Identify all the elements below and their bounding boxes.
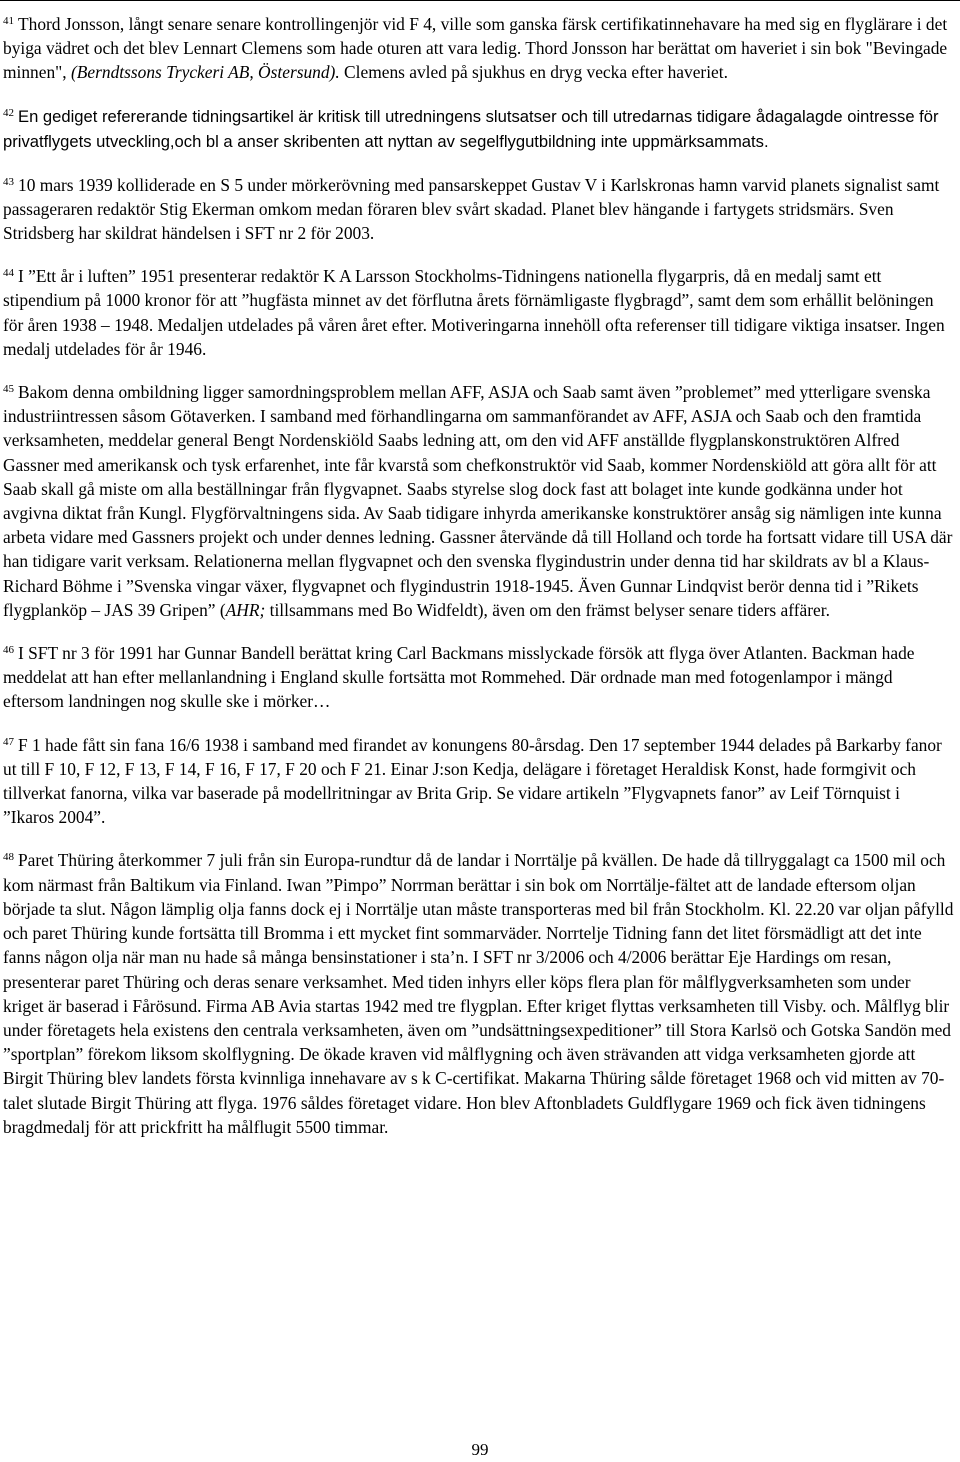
footnote-text: 10 mars 1939 kolliderade en S 5 under mörkerövning med pansarskeppet Gustav V i Karlskronas hamn varvid planets signalist samt passageraren redaktör Stig Ekerman omkom medan föraren blev svårt skadad. Planet blev hängande i fartygets stridsmärs. Sven Stridsberg har skildrat händelsen i SFT nr 2 för 2003. (3, 174, 940, 244)
footnote-text-end: Clemens avled på sjukhus en dryg vecka efter haveriet. (339, 62, 728, 83)
footnote-text: Thord Jonsson, långt senare senare kontrollingenjör vid F 4, ville som ganska färsk certifikatinnehavare ha med sig en flyglärare i det byiga vädret och det blev Lennart Clemens som hade oturen att vara ledig. Thord Jonsson har berättat om haveriet i sin bok "Bevingade minnen", (3, 14, 948, 83)
footnote-number: 44 (3, 267, 14, 280)
footnote-number: 47 (3, 735, 14, 748)
page-number: 99 (471, 1440, 489, 1459)
footnote-text: Bakom denna ombildning ligger samordningsproblem mellan AFF, ASJA och Saab samt även ”problemet” med ytterligare svenska industriintressen såsom Götaverken. I samband med förhandlingarna om sammanförandet av AFF, ASJA och Saab och den framtida verksamheten, meddelar general Bengt Nordenskiöld Saabs ledning att, om den vid AFF anställde flygplanskonstruktören Alfred Gassner med amerikansk och tysk erfarenhet, inte får kvarstå som chefkonstruktör vid Saab, kommer Nordenskiöld att göra allt för att Saab skall gå miste om alla beställningar från flygvapnet. Saabs styrelse slog dock fast att bolaget inte kunde godkänna under hot avgivna diktat från Kungl. Flygförvaltningens sida. Av Saab tidigare inhyrda amerikanske konstruktörer ansåg sig nämligen inte kunna arbeta vidare med Gassners projekt och under dennes ledning. Gassner återvände då till Holland och torde ha fortsatt vidare till USA där han tidigare varit verksam. Relationerna mellan flygvapnet och den svenska flygindustrin under denna tid har skildrats av bl a Klaus-Richard Böhme i ”Svenska vingar växer, flygvapnet och flygindustrin 1918-1945. Även Gunnar Lindqvist berör denna tid i ”Rikets flygplanköp – JAS 39 Gripen” ( (3, 382, 953, 620)
footnote-abbrev: AHR; (225, 599, 266, 620)
footnote-number: 45 (3, 383, 14, 396)
footnote-text: I SFT nr 3 för 1991 har Gunnar Bandell berättat kring Carl Backmans misslyckade försök att flyga över Atlanten. Backman hade meddelat att han efter mellanlandning i England skulle fortsätta mot Rommehed. Där ordnade man med fotogenlampor i mängd eftersom landningen nog skulle ske i mörker… (3, 643, 915, 712)
footnote-number: 46 (3, 644, 14, 657)
footnote-number: 42 (3, 106, 14, 119)
footnote-text: F 1 hade fått sin fana 16/6 1938 i samband med firandet av konungens 80-årsdag. Den 17 september 1944 delades på Barkarby fanor ut till F 10, F 12, F 13, F 14, F 16, F 17, F 20 och F 21. Einar J:son Kedja, delägare i företaget Heraldisk Konst, hade formgivit och tillverkat fanorna, vilka var baserade på modellritningar av Brita Grip. Se vidare artikeln ”Flygvapnets fanor” av Leif Törnquist i ”Ikaros 2004”. (3, 734, 942, 828)
footnote-44 (3, 264, 955, 361)
footnote-46 (3, 641, 955, 714)
footnotes (3, 12, 955, 1158)
footnote-number: 48 (3, 851, 14, 864)
footnote-48 (3, 848, 955, 1138)
footnote-number: 41 (3, 15, 14, 27)
footnote-47 (3, 733, 955, 830)
footnote-45 (3, 380, 955, 622)
footnote-text-end: tillsammans med Bo Widfeldt), även om den främst belyser senare tiders affärer. (265, 599, 830, 620)
footnote-publisher: (Berndtssons Tryckeri AB, Östersund). (70, 62, 340, 83)
footnote-42 (3, 104, 955, 154)
top-rule (0, 0, 960, 1)
footnote-text: I ”Ett år i luften” 1951 presenterar redaktör K A Larsson Stockholms-Tidningens nationella flygarpris, då en medalj samt ett stipendium på 1000 kronor för att ”hugfästa minnet av det förflutna årets förnämligaste flygbragd”, samt dem som erhållit belöningen för åren 1938 – 1948. Medaljen utdelades på våren året efter. Motiveringarna innehöll ofta referenser till tidigare viktiga insatser. Ingen medalj utdelades för år 1946. (3, 266, 945, 359)
footnote-text: Paret Thüring återkommer 7 juli från sin Europa-rundtur då de landar i Norrtälje på kvällen. De hade då tillryggalagt ca 1500 mil och kom närmast från Baltikum via Finland. Iwan ”Pimpo” Norrman berättar i sin bok om Norrtälje-fältet att de landade eftersom oljan började ta slut. Någon lämplig olja fanns dock ej i Norrtälje utan måste transporteras med bil från Stockholm. Kl. 22.20 var oljan påfylld och paret Thüring kunde fortsätta till Bromma i ett mycket fint sommarväder. Norrtelje Tidning fann det litet försmädligt att det inte fanns någon olja när man nu hade så många bensinstationer i sta’n. I SFT nr 3/2006 och 4/2006 berättar Eje Hardings om resan, presenterar paret Thüring och deras senare verksamhet. Med tiden inhyrs eller köps flera plan för målflygverksamheten som under kriget är baserad i Fårösund. Firma AB Avia startas 1942 med tre flygplan. Efter kriget flyttas verksamheten till Visby. och. Målflyg blir under företagets hela existens den centrala verksamheten, även om ”undsättningsexpeditioner” till Stora Karlsö och Gotska Sandön med ”sportplan” förekom liksom skolflygning. De ökade kraven vid målflygning och även strävanden att vidga verksamheten gjorde att Birgit Thüring blev landets första kvinnliga innehavare av s k C-certifikat. Makarna Thüring sålde företaget 1968 och vid mitten av 70-talet slutade Birgit Thüring att flyga. 1976 såldes företaget vidare. Hon blev Aftonbladets Guldflygare 1969 och fick även tidningens bragdmedalj för att prickfritt ha målflugit 5500 timmar. (3, 850, 954, 1137)
footnote-text: En gediget refererande tidningsartikel är kritisk till utredningens slutsatser och till utredarnas tidigare ådagalagde ointresse för privatflygets utveckling,och bl a anser skribenten att nyttan av segelflygutbildning inte uppmärksammats. (3, 106, 939, 151)
footnote-number: 43 (3, 175, 14, 188)
footnote-41 (3, 12, 955, 85)
footnote-43 (3, 173, 955, 246)
